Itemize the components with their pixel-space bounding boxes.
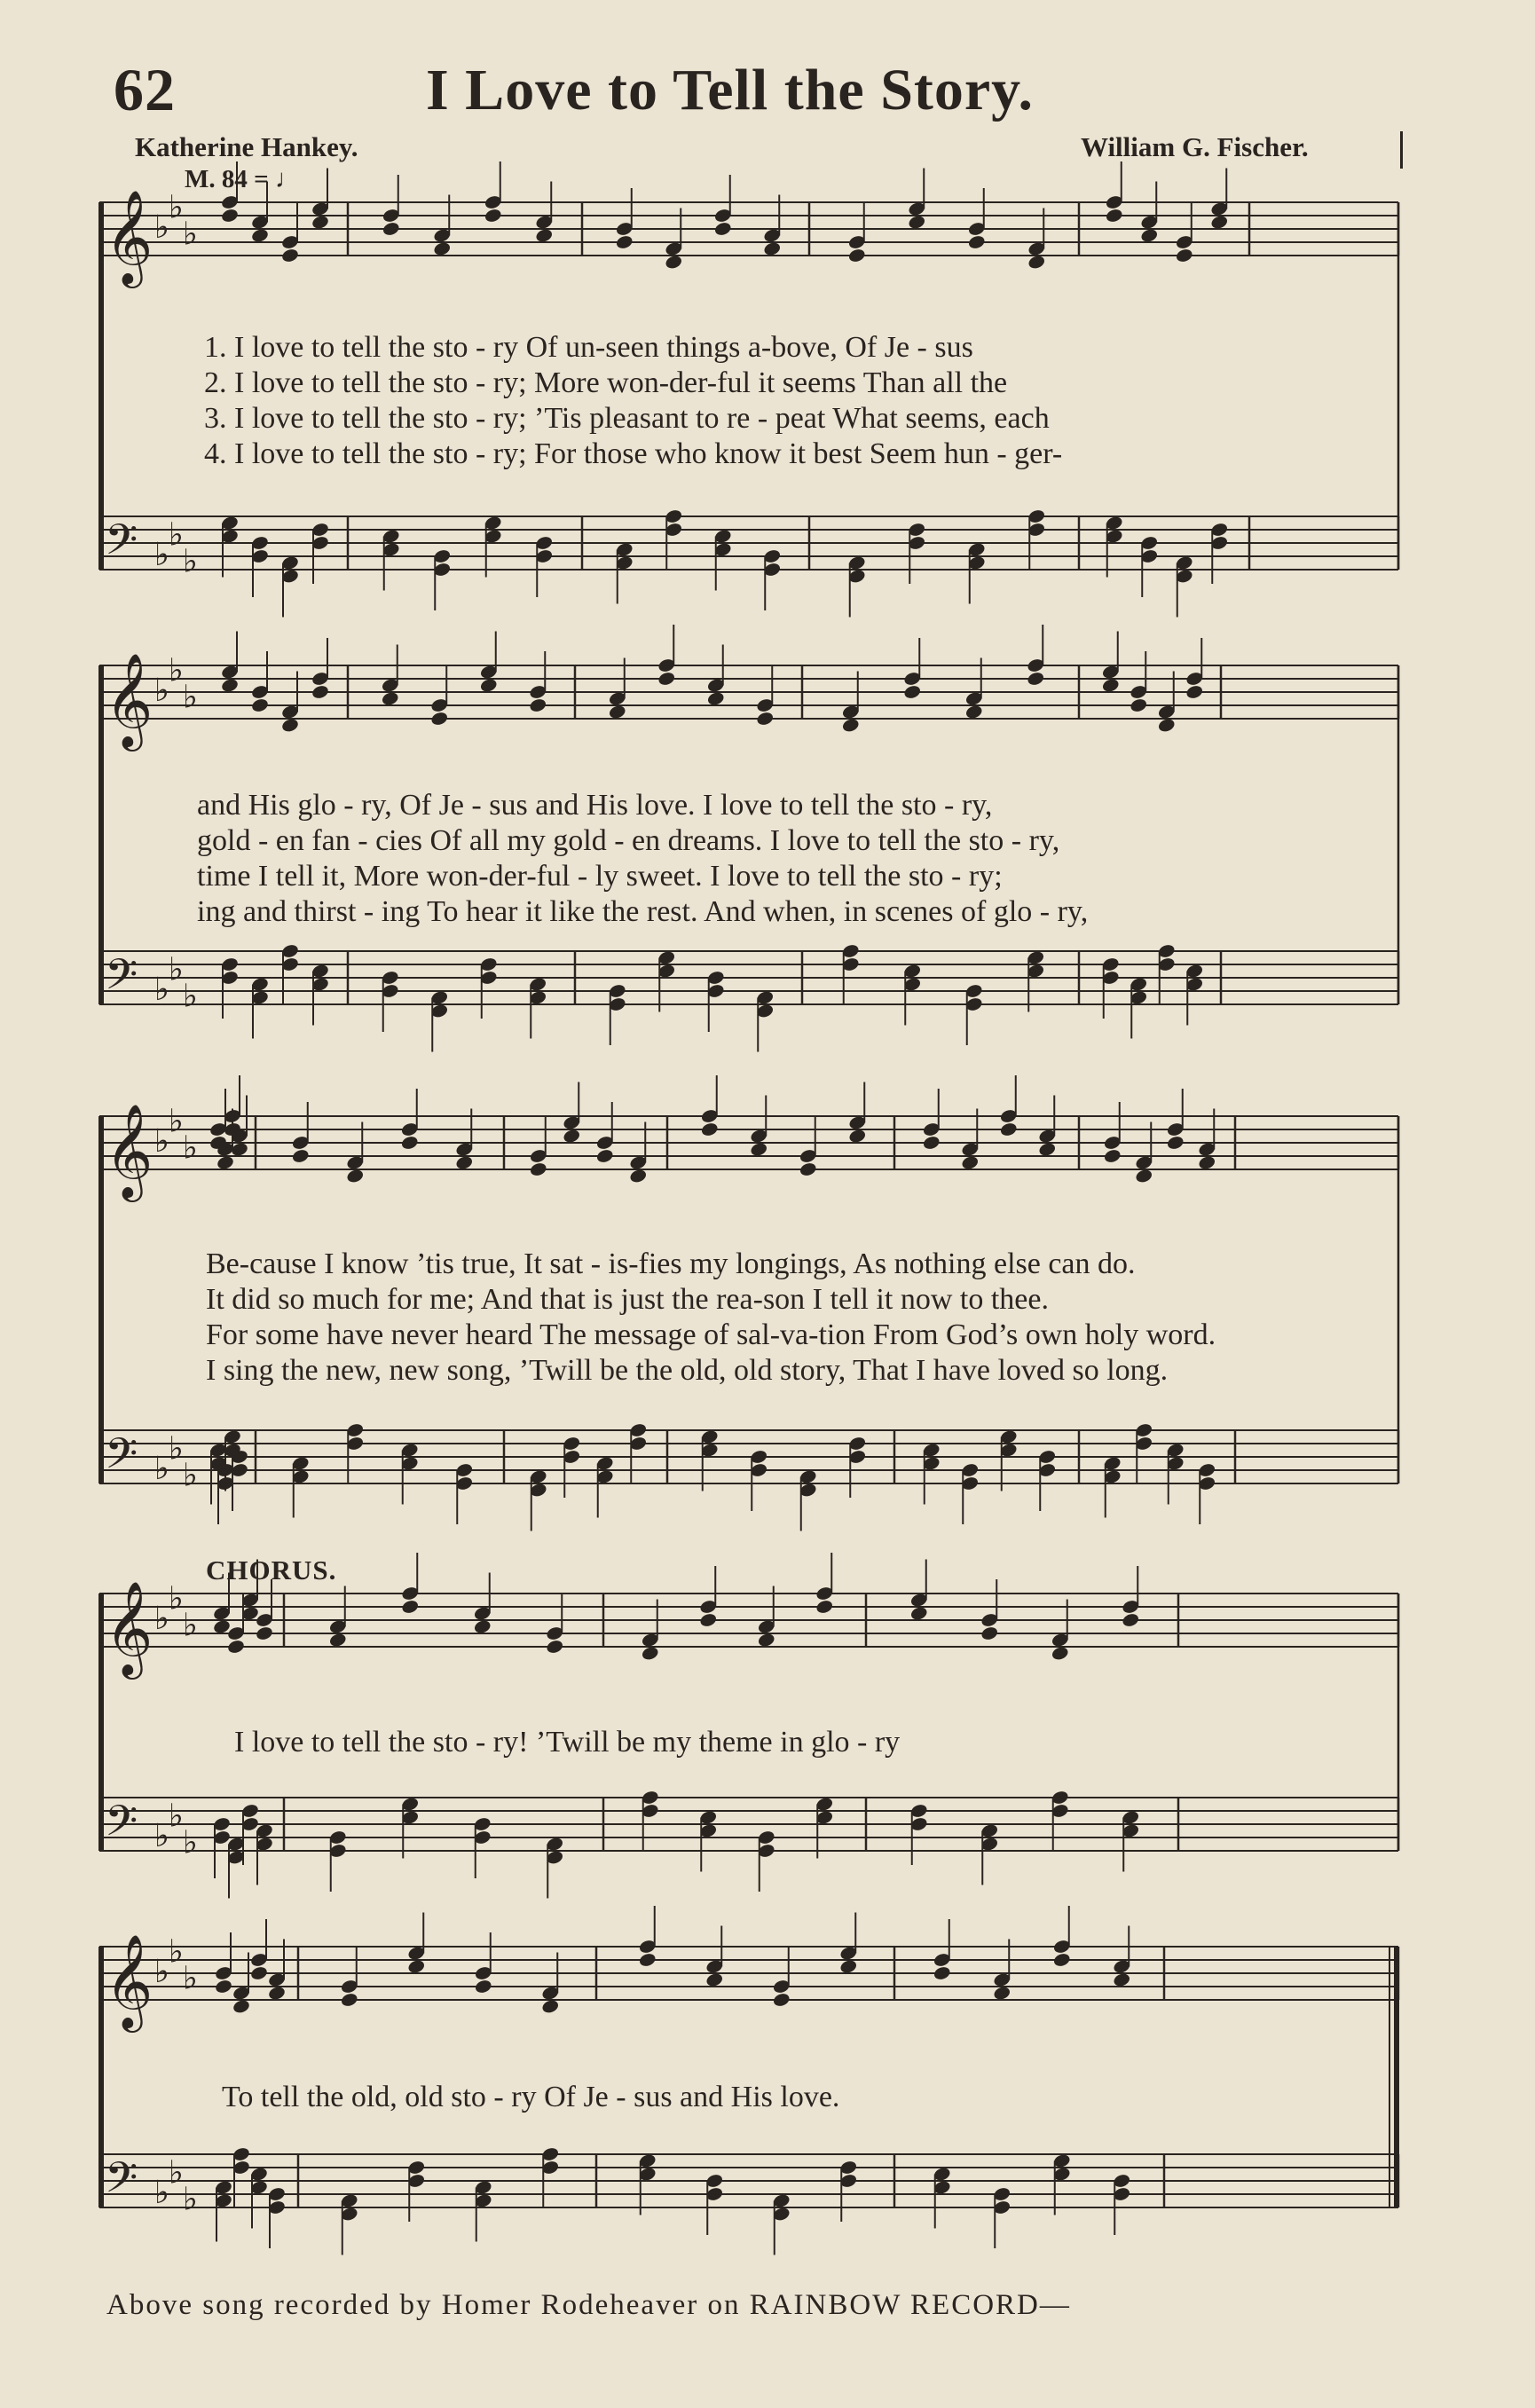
note-head xyxy=(1052,1952,1071,1968)
flat-icon: ♭ xyxy=(169,1933,184,1971)
composer-credit: William G. Fischer. xyxy=(1081,131,1309,162)
note-head xyxy=(1122,1612,1140,1628)
note-head xyxy=(1130,697,1148,713)
bass-clef-icon: 𝄢 xyxy=(105,2152,138,2213)
note-head xyxy=(214,1979,232,1995)
flat-icon: ♭ xyxy=(154,1954,169,1990)
note-head xyxy=(903,684,922,700)
bass-staff xyxy=(99,2146,1398,2255)
note-head xyxy=(529,697,547,713)
flat-icon: ♭ xyxy=(183,679,198,716)
note-head xyxy=(400,1135,419,1151)
note-head xyxy=(993,1985,1012,2001)
lyric-line: 3. I love to tell the sto - ry; ’Tis pleasant to re - peat What seems, each xyxy=(204,402,1050,435)
lyric-line: and His glo - ry, Of Je - sus and His love. I love to tell the sto - ry, xyxy=(197,789,993,822)
note-head xyxy=(595,1148,614,1164)
note-head xyxy=(999,1121,1018,1137)
note-head xyxy=(839,1958,858,1974)
flat-icon: ♭ xyxy=(183,1607,198,1644)
hymn-number: 62 xyxy=(114,56,176,123)
flat-icon: ♭ xyxy=(154,673,169,709)
flat-icon: ♭ xyxy=(183,1824,198,1861)
note-head xyxy=(1157,717,1176,733)
flat-icon: ♭ xyxy=(183,978,198,1015)
note-head xyxy=(1027,254,1046,270)
treble-clef-icon: 𝄞 xyxy=(105,189,154,284)
note-head xyxy=(961,1154,980,1170)
treble-clef-icon: 𝄞 xyxy=(105,1933,154,2028)
note-head xyxy=(382,221,400,237)
note-head xyxy=(346,1168,365,1184)
note-head xyxy=(641,1645,659,1661)
note-head xyxy=(529,1161,547,1177)
lyric-line: Be-cause I know ’tis true, It sat - is-fies my longings, As nothing else can do. xyxy=(206,1247,1136,1280)
note-head xyxy=(608,704,626,720)
note-head xyxy=(220,208,239,224)
margin-mark xyxy=(1400,131,1403,169)
note-head xyxy=(381,690,399,706)
flat-icon: ♭ xyxy=(154,2175,169,2211)
note-head xyxy=(484,208,502,224)
note-head xyxy=(980,1625,999,1641)
verse-lyrics-system-2 xyxy=(197,788,1088,930)
note-head xyxy=(1051,1645,1069,1661)
bass-staff xyxy=(99,1790,1398,1899)
flat-icon: ♭ xyxy=(183,1960,198,1997)
recording-footer: Above song recorded by Homer Rodeheaver on RAINBOW RECORD— xyxy=(106,2289,1071,2321)
note-head xyxy=(1166,1135,1185,1151)
note-head xyxy=(407,1958,426,1974)
flat-icon: ♭ xyxy=(154,209,169,246)
lyric-line: For some have never heard The message of sal-va-tion From God’s own holy word. xyxy=(206,1318,1216,1351)
note-head xyxy=(216,1154,234,1170)
note-head xyxy=(535,227,554,243)
note-head xyxy=(700,1121,719,1137)
flat-icon: ♭ xyxy=(169,189,184,226)
bass-clef-icon: 𝄢 xyxy=(105,515,138,575)
note-head xyxy=(815,1599,834,1615)
lyric-line: I sing the new, new song, ’Twill be the old, old story, That I have loved so long. xyxy=(206,1354,1169,1387)
note-head xyxy=(250,697,269,713)
note-head xyxy=(1175,248,1193,264)
bass-clef-icon: 𝄢 xyxy=(105,949,138,1010)
note-head xyxy=(311,684,329,700)
flat-icon: ♭ xyxy=(183,1457,198,1494)
note-head xyxy=(220,677,239,693)
music-system-4 xyxy=(99,1580,1398,1941)
flat-icon: ♭ xyxy=(154,1123,169,1160)
note-head xyxy=(280,717,299,733)
verse-lyrics-system-1 xyxy=(204,330,1062,472)
note-head xyxy=(964,704,983,720)
note-head xyxy=(430,711,449,727)
lyricist-credit: Katherine Hankey. xyxy=(135,131,358,162)
chorus-lyrics-system-4 xyxy=(234,1725,900,1760)
hymn-title: I Love to Tell the Story. xyxy=(426,58,1035,122)
note-head xyxy=(629,1168,648,1184)
note-head xyxy=(615,234,634,250)
note-head xyxy=(255,1625,273,1641)
flat-icon: ♭ xyxy=(169,951,184,988)
lyric-line: 4. I love to tell the sto - ry; For those who know it best Seem hun - ger- xyxy=(204,437,1063,470)
treble-clef-icon: 𝄞 xyxy=(105,652,154,747)
note-head xyxy=(546,1639,564,1655)
lyric-line: It did so much for me; And that is just the rea-son I tell it now to thee. xyxy=(206,1283,1049,1316)
note-head xyxy=(226,1639,245,1655)
note-head xyxy=(311,214,329,230)
note-head xyxy=(280,248,299,264)
flat-icon: ♭ xyxy=(169,1103,184,1140)
note-head xyxy=(713,221,732,237)
note-head xyxy=(750,1141,768,1157)
lyric-line: I love to tell the sto - ry! ’Twill be my theme in glo - ry xyxy=(234,1726,901,1759)
note-head xyxy=(706,690,725,706)
verse-lyrics-system-3 xyxy=(206,1247,1216,1389)
note-head xyxy=(699,1612,718,1628)
note-head xyxy=(1113,1971,1131,1987)
music-system-5 xyxy=(99,1933,1398,2294)
flat-icon: ♭ xyxy=(169,652,184,689)
note-head xyxy=(1038,1141,1057,1157)
note-head xyxy=(1103,1148,1122,1164)
note-head xyxy=(933,1965,951,1981)
tempo-marking: M. 84 = ♩ xyxy=(185,165,301,193)
note-head xyxy=(638,1952,657,1968)
note-head xyxy=(1105,208,1123,224)
note-head xyxy=(267,1985,286,2001)
note-head xyxy=(665,254,683,270)
note-head xyxy=(763,240,782,256)
bass-staff xyxy=(99,508,1398,618)
note-head xyxy=(340,1992,358,2008)
flat-icon: ♭ xyxy=(183,1129,198,1167)
note-head xyxy=(479,677,498,693)
flat-icon: ♭ xyxy=(183,216,198,253)
lyric-line: gold - en fan - cies Of all my gold - en dreams. I love to tell the sto - ry, xyxy=(197,824,1060,857)
note-head xyxy=(922,1135,941,1151)
chorus-label: CHORUS. xyxy=(206,1554,337,1586)
note-head xyxy=(757,1632,775,1648)
note-head xyxy=(1101,677,1120,693)
treble-staff xyxy=(99,1075,1398,1202)
flat-icon: ♭ xyxy=(154,537,169,573)
treble-clef-icon: 𝄞 xyxy=(105,1103,154,1198)
note-head xyxy=(657,671,676,687)
flat-icon: ♭ xyxy=(169,516,184,554)
note-head xyxy=(541,1998,560,2014)
bass-staff xyxy=(99,1422,1398,1531)
note-head xyxy=(799,1161,817,1177)
bass-clef-icon: 𝄢 xyxy=(105,1428,138,1489)
flat-icon: ♭ xyxy=(169,1580,184,1617)
lyric-line: time I tell it, More won-der-ful - ly sweet. I love to tell the sto - ry; xyxy=(197,860,1003,893)
note-head xyxy=(291,1148,310,1164)
note-head xyxy=(1027,671,1045,687)
note-head xyxy=(756,711,775,727)
flat-icon: ♭ xyxy=(183,2181,198,2218)
note-head xyxy=(433,240,452,256)
note-head xyxy=(249,1965,268,1981)
note-head xyxy=(232,1998,250,2014)
chorus-lyrics-system-5 xyxy=(222,2080,839,2115)
flat-icon: ♭ xyxy=(154,1601,169,1637)
note-head xyxy=(967,234,986,250)
note-head xyxy=(563,1128,581,1144)
note-head xyxy=(401,1599,420,1615)
lyric-line: 1. I love to tell the sto - ry Of un-seen things a-bove, Of Je - sus xyxy=(204,331,973,364)
note-head xyxy=(212,1618,231,1634)
bass-clef-icon: 𝄢 xyxy=(105,1796,138,1856)
note-head xyxy=(705,1971,724,1987)
lyric-line: To tell the old, old sto - ry Of Je - sus and His love. xyxy=(222,2081,840,2113)
flat-icon: ♭ xyxy=(169,1798,184,1835)
note-head xyxy=(848,1128,867,1144)
note-head xyxy=(841,717,860,733)
note-head xyxy=(1198,1154,1216,1170)
note-head xyxy=(847,248,866,264)
note-head xyxy=(1140,227,1159,243)
note-head xyxy=(328,1632,347,1648)
lyric-line: 2. I love to tell the sto - ry; More won-der-ful it seems Than all the xyxy=(204,366,1008,399)
note-head xyxy=(1135,1168,1153,1184)
note-head xyxy=(1185,684,1204,700)
note-head xyxy=(1210,214,1229,230)
note-head xyxy=(908,214,926,230)
flat-icon: ♭ xyxy=(169,1430,184,1468)
note-head xyxy=(473,1618,492,1634)
bass-staff xyxy=(99,943,1398,1052)
note-head xyxy=(909,1605,928,1621)
flat-icon: ♭ xyxy=(154,1818,169,1854)
flat-icon: ♭ xyxy=(154,972,169,1008)
note-head xyxy=(250,227,269,243)
note-head xyxy=(474,1979,492,1995)
treble-clef-icon: 𝄞 xyxy=(105,1580,154,1675)
flat-icon: ♭ xyxy=(169,2154,184,2192)
flat-icon: ♭ xyxy=(183,543,198,580)
note-head xyxy=(772,1992,791,2008)
flat-icon: ♭ xyxy=(154,1451,169,1487)
note-head xyxy=(455,1154,474,1170)
lyric-line: ing and thirst - ing To hear it like the rest. And when, in scenes of glo - ry, xyxy=(197,895,1089,928)
